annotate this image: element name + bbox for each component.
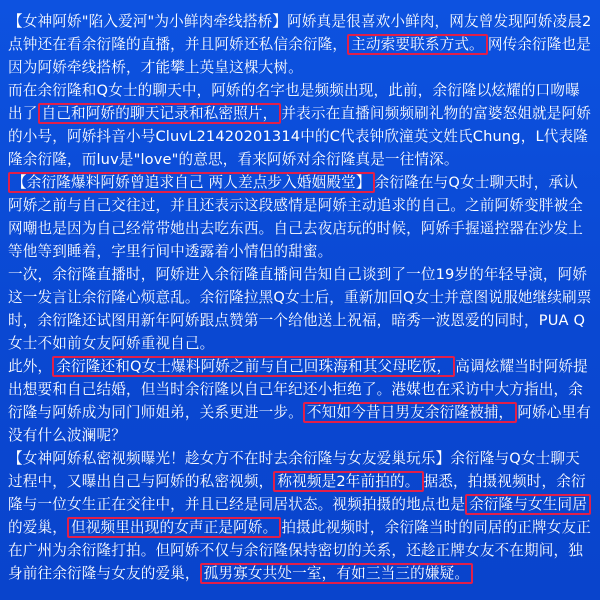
- highlighted-phrase: 但视频里出现的女声正是阿娇。: [67, 517, 281, 538]
- highlighted-phrase: 称视频是2年前拍的。: [273, 471, 423, 492]
- highlighted-phrase: 自己和阿娇的聊天记录和私密照片，: [38, 103, 282, 124]
- paragraph-text: 阿娇心里有没有什么波澜呢？: [8, 404, 592, 444]
- paragraph-text: 并表示在直播间频频刷礼物的富婆怒姐就是阿娇的小号，阿娇抖音小号CluvL21420201314中的C代表钟欣潼英文姓氏Chung，L代表隆隆余衍隆，而luv是"love"的意思，看来阿娇对余衍隆真是一往情深。: [8, 105, 592, 168]
- article-paragraph: [8, 79, 592, 171]
- paragraph-text: 余衍隆在与Q女士聊天时，承认阿娇之前与自己交往过，并且还表示这段感情是阿娇主动追求的自己。之前阿娇变胖被全网嘲也是因为自己经常带她出去吃东西。自己去夜店玩的时候，阿娇手握遥控器在沙发上等他等到睡着，字里行间中透露着小情侣的甜蜜。: [8, 174, 584, 260]
- highlighted-phrase: 余衍隆与女生同居: [465, 494, 591, 515]
- paragraph-text: 此外，: [8, 358, 53, 375]
- highlighted-phrase: 【余衍隆爆料阿娇曾追求自己 两人差点步入婚姻殿堂】: [8, 172, 375, 193]
- paragraph-text: 【女神阿娇私密视频曝光！趁女方不在时去余衍隆与女友爱巢玩乐】余衍隆与Q女士聊天过程中，又曝出自己与阿娇的私密视频，: [8, 450, 580, 490]
- article-paragraph: [8, 10, 592, 79]
- highlighted-phrase: 主动索要联系方式。: [347, 34, 488, 55]
- paragraph-text: 网传余衍隆也是因为阿娇牵线搭桥，才能攀上英皇这棵大树。: [8, 36, 592, 76]
- paragraph-text: 据悉，拍摄视频时，余衍隆与一位女生正在交往中，并且已经是同居状态。视频拍摄的地点也是: [8, 473, 586, 513]
- highlighted-phrase: 孤男寡女共处一室，有如三当三的嫌疑。: [200, 563, 473, 584]
- highlighted-phrase: 余衍隆还和Q女士爆料阿娇之前与自己回珠海和其父母吃饭，: [52, 356, 455, 377]
- paragraph-text: 的爱巢，: [8, 519, 67, 536]
- paragraph-text: 【女神阿娇"陷入爱河"为小鲜肉牵线搭桥】阿娇真是很喜欢小鲜肉，网友曾发现阿娇凌晨2点钟还在看余衍隆的直播，并且阿娇还私信余衍隆，: [8, 13, 592, 53]
- article-paragraph: [8, 171, 592, 263]
- paragraph-text: 拍摄此视频时，余衍隆当时的同居的正牌女友正在广州为余衍隆打拍。但阿娇不仅与余衍隆保持密切的关系，还趁正牌女友不在期间，独身前往余衍隆与女友的爱巢，: [8, 519, 592, 582]
- paragraph-text: 高调炫耀当时阿娇提出想要和自己结婚，但当时余衍隆以自己年纪还小拒绝了。港媒也在采访中大方指出，余衍隆与阿娇成为同门师姐弟，关系更进一步。: [8, 358, 588, 421]
- highlighted-phrase: 不知如今昔日男友余衍隆被捕，: [303, 402, 517, 423]
- article-paragraph: [8, 355, 592, 447]
- paragraph-text: 一次，余衍隆直播时，阿娇进入余衍隆直播间告知自己谈到了一位19岁的年轻导演，阿娇这一发言让余衍隆心烦意乱。余衍隆拉黑Q女士后，重新加回Q女士并意图说服她继续刷票时，余衍隆还试图用新年阿娇跟点赞第一个给他送上祝福，暗秀一波恩爱的同时，PUA Q女士不如前女友阿娇重视自己。: [8, 266, 592, 352]
- article-paragraph: [8, 447, 592, 585]
- article-paragraph: [8, 263, 592, 355]
- paragraph-text: 而在余衍隆和Q女士的聊天中，阿娇的名字也是频频出现，此前，余衍隆以炫耀的口吻曝出了: [8, 82, 580, 122]
